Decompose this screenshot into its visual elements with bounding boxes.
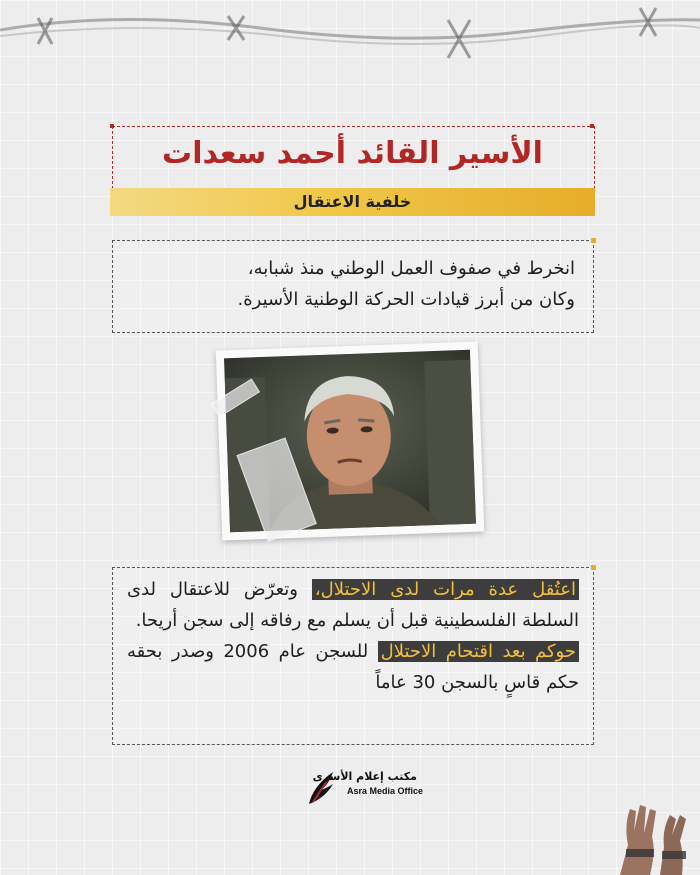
details-box <box>112 567 594 745</box>
details-paragraph-1 <box>127 574 579 636</box>
box-corner-dot <box>591 565 596 570</box>
highlighted-phrase: اعتُقل عدة مرات لدى الاحتلال، <box>312 579 579 600</box>
logo-english-text: Asra Media Office <box>346 786 423 796</box>
section-subtitle: خلفية الاعتقال <box>110 188 595 216</box>
barbed-wire-decoration <box>0 0 700 90</box>
intro-line: انخرط في صفوف العمل الوطني منذ شبابه، <box>247 258 575 279</box>
chained-hands-icon <box>600 775 700 875</box>
frame-corner <box>590 124 594 128</box>
frame-corner <box>110 124 114 128</box>
highlighted-phrase: حوكم بعد اقتحام الاحتلال <box>378 641 579 662</box>
asra-media-logo <box>303 768 423 808</box>
paragraph-text: للسجن عام 2006 وصدر بحقه حكم قاسٍ بالسجن 30 عاماً <box>127 641 579 693</box>
paragraph-text: وتعرّض للاعتقال لدى السلطة الفلسطينية قبل أن يسلم مع رفاقه إلى سجن أريحا. <box>127 579 579 631</box>
box-corner-dot <box>591 238 596 243</box>
intro-line: وكان من أبرز قيادات الحركة الوطنية الأسيرة. <box>237 289 575 310</box>
logo-arabic-text: مكتب إعلام الأسرى <box>312 770 417 783</box>
details-paragraph-2 <box>127 636 579 698</box>
page-title: الأسير القائد أحمد سعدات <box>162 136 543 171</box>
portrait-photo-frame <box>216 341 484 540</box>
intro-box <box>112 240 594 333</box>
